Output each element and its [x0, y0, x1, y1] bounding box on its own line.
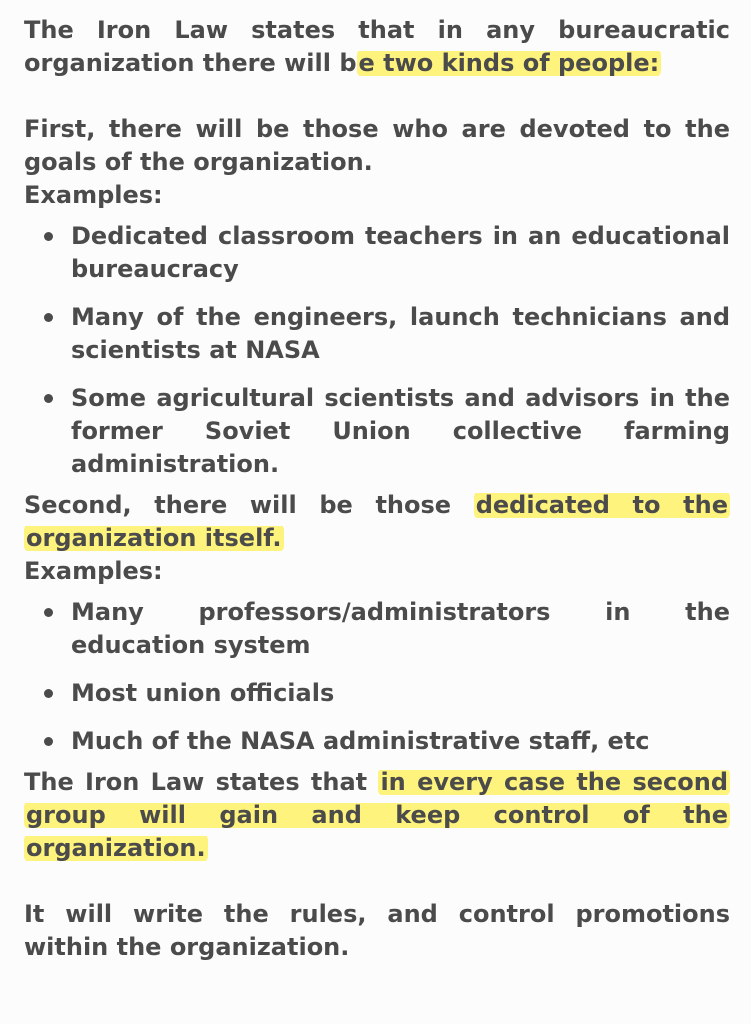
bullet-icon: [44, 737, 53, 746]
list-item: [24, 382, 730, 481]
list-item-text: Most union officials: [71, 679, 335, 707]
list-item-text: Much of the NASA administrative staff, etc: [71, 727, 650, 755]
first-examples-list: [24, 220, 730, 481]
first-examples-label: Examples:: [24, 181, 163, 209]
list-item: [24, 677, 730, 710]
iron-law-conclusion-paragraph: [24, 766, 730, 865]
second-group-paragraph: [24, 489, 730, 555]
second-group-highlight: dedicated to the organization itself.: [26, 491, 728, 552]
intro-paragraph: [24, 14, 730, 80]
list-item: [24, 220, 730, 286]
conclusion-highlight: in every case the second group will gain and keep control of the organization.: [26, 768, 729, 862]
list-item-text: Some agricultural scientists and advisors in the former Soviet Union collective farming administration.: [71, 384, 730, 478]
first-group-paragraph: First, there will be those who are devoted to the goals of the organization.: [24, 115, 730, 176]
paragraph-gap: [24, 865, 730, 898]
bullet-icon: [44, 313, 53, 322]
bullet-icon: [44, 394, 53, 403]
paragraph-gap: [24, 80, 730, 113]
document-page: [24, 14, 730, 964]
list-item-text: Many of the engineers, launch technicians and scientists at NASA: [71, 303, 730, 364]
rules-paragraph: It will write the rules, and control promotions within the organization.: [24, 900, 730, 961]
bullet-icon: [44, 608, 53, 617]
second-examples-label: Examples:: [24, 557, 163, 585]
list-item: [24, 725, 730, 758]
conclusion-text: The Iron Law states that: [24, 768, 379, 796]
second-examples-list: [24, 596, 730, 758]
intro-highlight: e two kinds of people:: [358, 49, 660, 77]
bullet-icon: [44, 689, 53, 698]
list-item-text: Many professors/administrators in the education system: [71, 598, 730, 659]
list-item: [24, 596, 730, 662]
intro-text: The Iron Law states that in any bureaucratic organization there will b: [24, 16, 730, 77]
bullet-icon: [44, 232, 53, 241]
list-item: [24, 301, 730, 367]
second-group-text: Second, there will be those: [24, 491, 474, 519]
list-item-text: Dedicated classroom teachers in an educational bureaucracy: [71, 222, 730, 283]
